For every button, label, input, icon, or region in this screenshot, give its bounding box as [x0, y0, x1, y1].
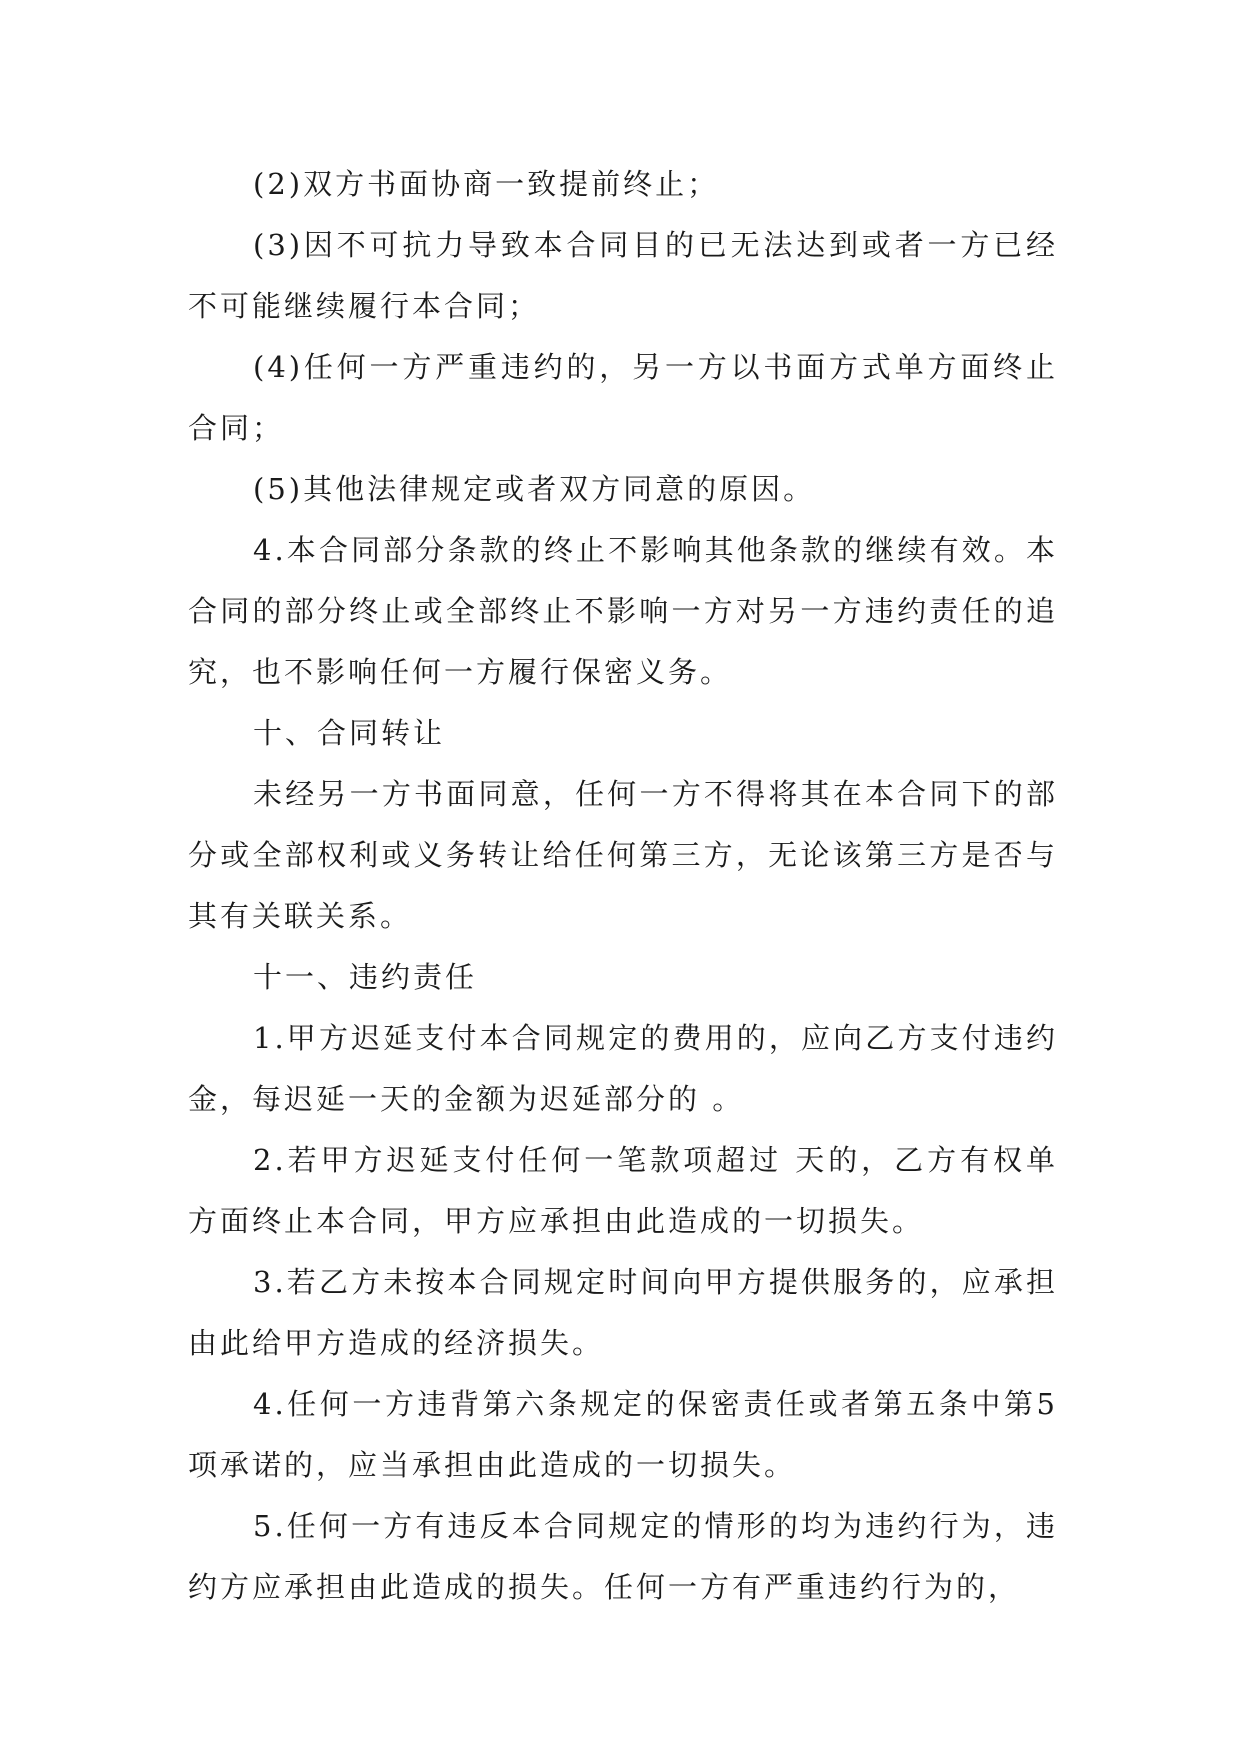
clause-liability-4: 4.任何一方违背第六条规定的保密责任或者第五条中第5项承诺的，应当承担由此造成的一切损失。	[188, 1387, 1058, 1482]
clause-partial-termination: 4.本合同部分条款的终止不影响其他条款的继续有效。本合同的部分终止或全部终止不影响一方对另一方违约责任的追究，也不影响任何一方履行保密义务。	[188, 533, 1058, 689]
clause-liability-3: 3.若乙方未按本合同规定时间向甲方提供服务的，应承担由此给甲方造成的经济损失。	[188, 1265, 1058, 1360]
section-heading-transfer: 十、合同转让	[253, 716, 446, 750]
clause-termination-5: (5)其他法律规定或者双方同意的原因。	[253, 472, 816, 506]
clause-liability-2: 2.若甲方迟延支付任何一笔款项超过 天的，乙方有权单方面终止本合同，甲方应承担由此造成的一切损失。	[188, 1143, 1058, 1238]
clause-termination-4: (4)任何一方严重违约的，另一方以书面方式单方面终止合同；	[188, 350, 1058, 445]
section-heading-liability: 十一、违约责任	[253, 960, 478, 994]
clause-termination-2: (2)双方书面协商一致提前终止；	[253, 167, 720, 201]
clause-liability-1: 1.甲方迟延支付本合同规定的费用的，应向乙方支付违约金，每迟延一天的金额为迟延部分的 。	[188, 1021, 1058, 1116]
contract-body	[188, 154, 1058, 1618]
clause-liability-5: 5.任何一方有违反本合同规定的情形的均为违约行为，违约方应承担由此造成的损失。任何一方有严重违约行为的，	[188, 1509, 1058, 1604]
clause-termination-3: (3)因不可抗力导致本合同目的已无法达到或者一方已经不可能继续履行本合同；	[188, 228, 1058, 323]
clause-transfer: 未经另一方书面同意，任何一方不得将其在本合同下的部分或全部权利或义务转让给任何第三方，无论该第三方是否与其有关联关系。	[188, 777, 1058, 933]
